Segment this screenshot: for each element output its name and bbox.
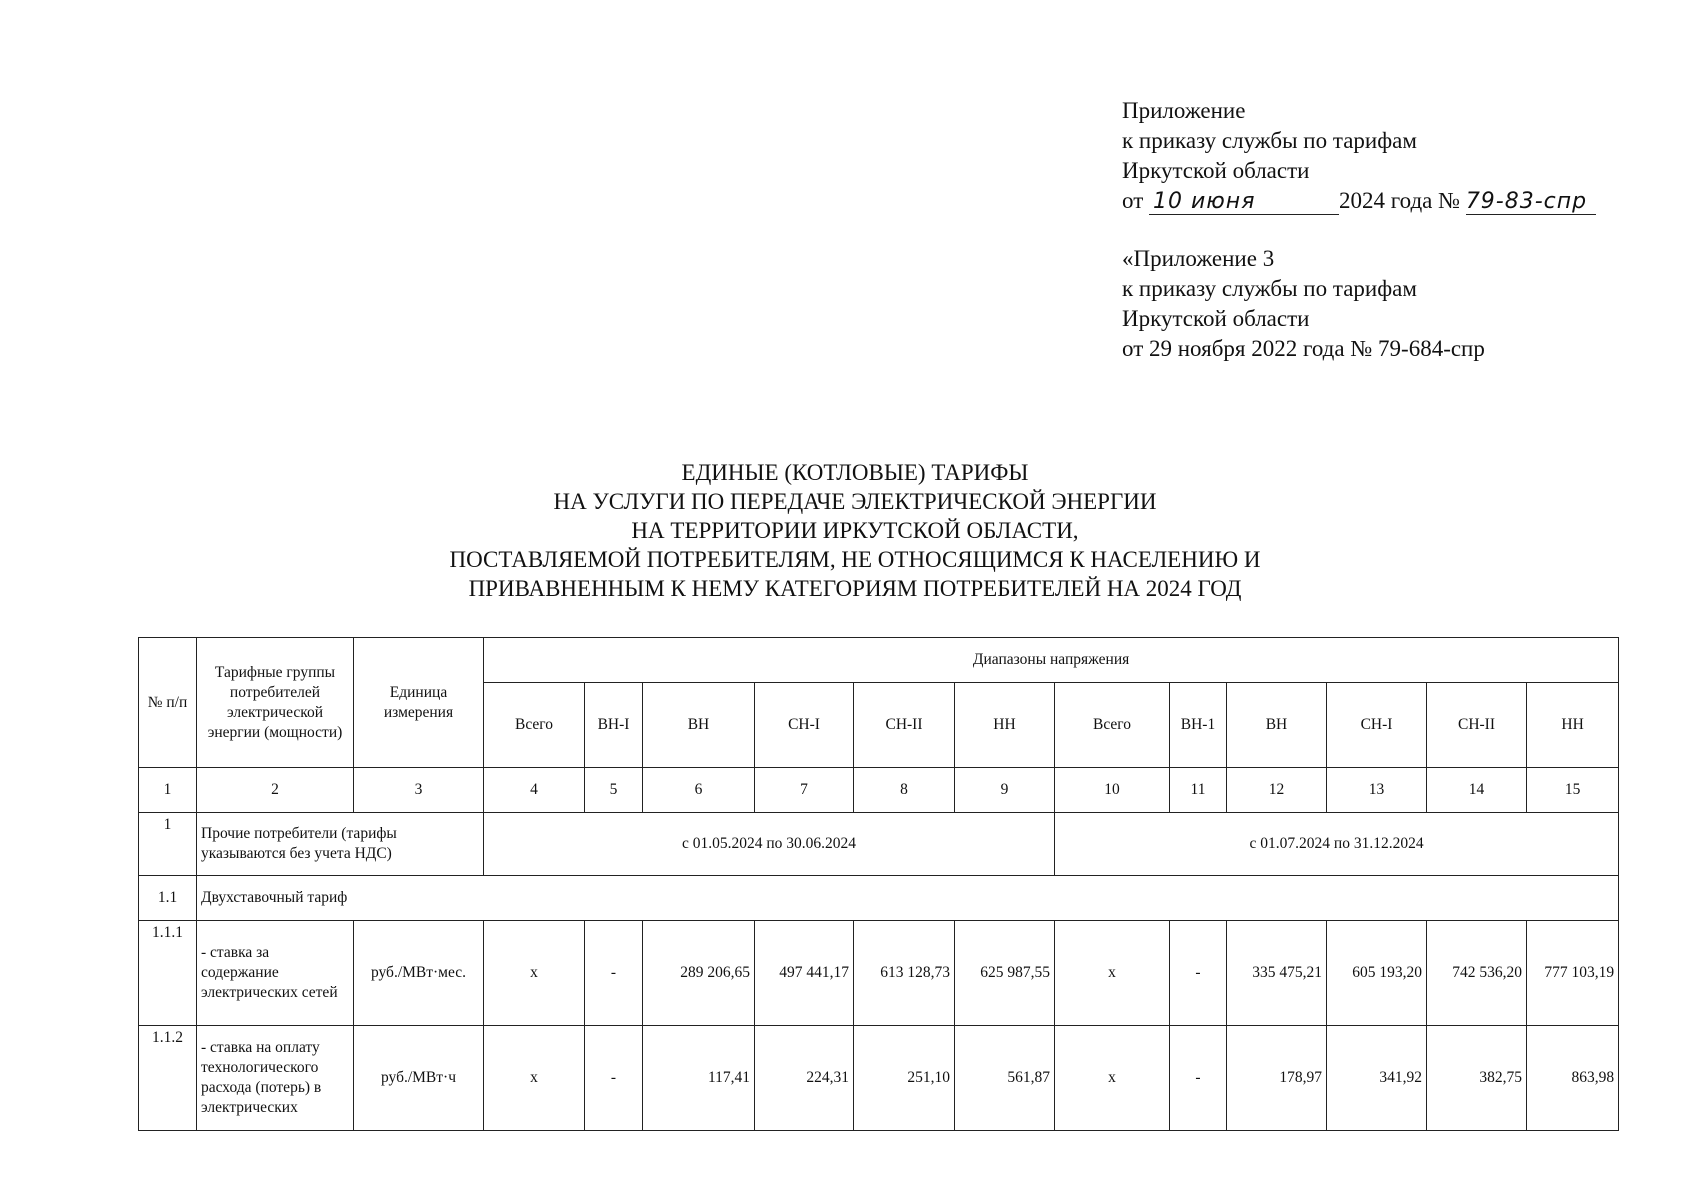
column-number: 8 — [854, 768, 955, 813]
appendix-order-line: к приказу службы по тарифам — [1122, 128, 1417, 153]
voltage-col: СН-I — [1327, 683, 1427, 768]
table-cell: 561,87 — [955, 1026, 1055, 1131]
voltage-col: НН — [955, 683, 1055, 768]
appendix-header — [1122, 96, 1596, 364]
table-cell: 335 475,21 — [1227, 921, 1327, 1026]
column-number: 4 — [484, 768, 585, 813]
row-unit: руб./МВт·мес. — [354, 921, 484, 1026]
title-line-3: НА ТЕРРИТОРИИ ИРКУТСКОЙ ОБЛАСТИ, — [631, 518, 1079, 543]
table-cell: х — [484, 921, 585, 1026]
table-row-other-consumers — [139, 813, 1619, 876]
column-number: 12 — [1227, 768, 1327, 813]
row-label: - ставка на оплату технологического расхода (потерь) в электрических — [197, 1026, 354, 1131]
date-prefix: от — [1122, 188, 1144, 213]
table-cell: х — [1055, 1026, 1170, 1131]
row-num: 1.1 — [139, 876, 197, 921]
table-cell: - — [1170, 921, 1227, 1026]
title-line-1: ЕДИНЫЕ (КОТЛОВЫЕ) ТАРИФЫ — [681, 460, 1029, 485]
column-number: 5 — [585, 768, 643, 813]
voltage-col: ВН-I — [585, 683, 643, 768]
header-groups: Тарифные группы потребителей электрической энергии (мощности) — [197, 638, 354, 768]
table-row-two-rate — [139, 876, 1619, 921]
header-voltage-ranges: Диапазоны напряжения — [484, 638, 1619, 683]
table-cell: - — [585, 921, 643, 1026]
table-cell: 863,98 — [1527, 1026, 1619, 1131]
table-cell: х — [484, 1026, 585, 1131]
title-line-4: ПОСТАВЛЯЕМОЙ ПОТРЕБИТЕЛЯМ, НЕ ОТНОСЯЩИМСЯ К НАСЕЛЕНИЮ И — [449, 547, 1261, 572]
voltage-col: Всего — [1055, 683, 1170, 768]
title-line-2: НА УСЛУГИ ПО ПЕРЕДАЧЕ ЭЛЕКТРИЧЕСКОЙ ЭНЕРГИИ — [553, 489, 1157, 514]
handwritten-order-number: 79-83-спр — [1466, 190, 1596, 215]
prev-appendix-date-line: от 29 ноября 2022 года № 79-684-спр — [1122, 336, 1485, 361]
tariffs-table — [138, 637, 1619, 1131]
prev-appendix-region-line: Иркутской области — [1122, 306, 1310, 331]
column-number: 3 — [354, 768, 484, 813]
title-line-5: ПРИВАВНЕННЫМ К НЕМУ КАТЕГОРИЯМ ПОТРЕБИТЕЛЕЙ НА 2024 ГОД — [468, 576, 1242, 601]
column-number: 6 — [643, 768, 755, 813]
column-number: 13 — [1327, 768, 1427, 813]
table-cell: 341,92 — [1327, 1026, 1427, 1131]
voltage-col: ВН — [643, 683, 755, 768]
row-num: 1.1.2 — [139, 1026, 197, 1131]
period-second-half: с 01.07.2024 по 31.12.2024 — [1055, 813, 1619, 876]
table-cell: - — [585, 1026, 643, 1131]
row-unit: руб./МВт·ч — [354, 1026, 484, 1131]
row-label: Прочие потребители (тарифы указываются без учета НДС) — [197, 813, 484, 876]
table-cell: 497 441,17 — [755, 921, 854, 1026]
column-number: 1 — [139, 768, 197, 813]
row-label: - ставка за содержание электрических сетей — [197, 921, 354, 1026]
voltage-col: ВН — [1227, 683, 1327, 768]
prev-appendix-order-line: к приказу службы по тарифам — [1122, 276, 1417, 301]
period-first-half: с 01.05.2024 по 30.06.2024 — [484, 813, 1055, 876]
row-num: 1 — [139, 813, 197, 876]
voltage-col: Всего — [484, 683, 585, 768]
header-unit: Единица измерения — [354, 638, 484, 768]
column-number: 11 — [1170, 768, 1227, 813]
table-cell: 289 206,65 — [643, 921, 755, 1026]
table-cell: х — [1055, 921, 1170, 1026]
header-num: № п/п — [139, 638, 197, 768]
table-cell: 605 193,20 — [1327, 921, 1427, 1026]
column-number: 9 — [955, 768, 1055, 813]
column-number: 7 — [755, 768, 854, 813]
table-row — [139, 921, 1619, 1026]
table-cell: - — [1170, 1026, 1227, 1131]
row-num: 1.1.1 — [139, 921, 197, 1026]
column-number: 15 — [1527, 768, 1619, 813]
column-number: 10 — [1055, 768, 1170, 813]
row-label: Двухставочный тариф — [197, 876, 1619, 921]
table-cell: 251,10 — [854, 1026, 955, 1131]
voltage-col: НН — [1527, 683, 1619, 768]
table-cell: 224,31 — [755, 1026, 854, 1131]
table-cell: 117,41 — [643, 1026, 755, 1131]
appendix-title: Приложение — [1122, 98, 1246, 123]
document-title — [0, 458, 1693, 603]
voltage-col: СН-I — [755, 683, 854, 768]
table-row — [139, 1026, 1619, 1131]
column-number: 2 — [197, 768, 354, 813]
appendix-region-line: Иркутской области — [1122, 158, 1310, 183]
prev-appendix-title: «Приложение 3 — [1122, 246, 1275, 271]
date-year-text: 2024 года № — [1339, 188, 1461, 213]
table-header-row — [139, 638, 1619, 683]
table-cell: 625 987,55 — [955, 921, 1055, 1026]
handwritten-date: 10 июня — [1149, 190, 1339, 215]
table-cell: 742 536,20 — [1427, 921, 1527, 1026]
table-cell: 777 103,19 — [1527, 921, 1619, 1026]
table-cell: 382,75 — [1427, 1026, 1527, 1131]
table-cell: 613 128,73 — [854, 921, 955, 1026]
voltage-col: СН-II — [1427, 683, 1527, 768]
table-cell: 178,97 — [1227, 1026, 1327, 1131]
voltage-col: СН-II — [854, 683, 955, 768]
appendix-date-line — [1122, 186, 1596, 216]
voltage-col: ВН-1 — [1170, 683, 1227, 768]
table-column-numbers-row — [139, 768, 1619, 813]
column-number: 14 — [1427, 768, 1527, 813]
